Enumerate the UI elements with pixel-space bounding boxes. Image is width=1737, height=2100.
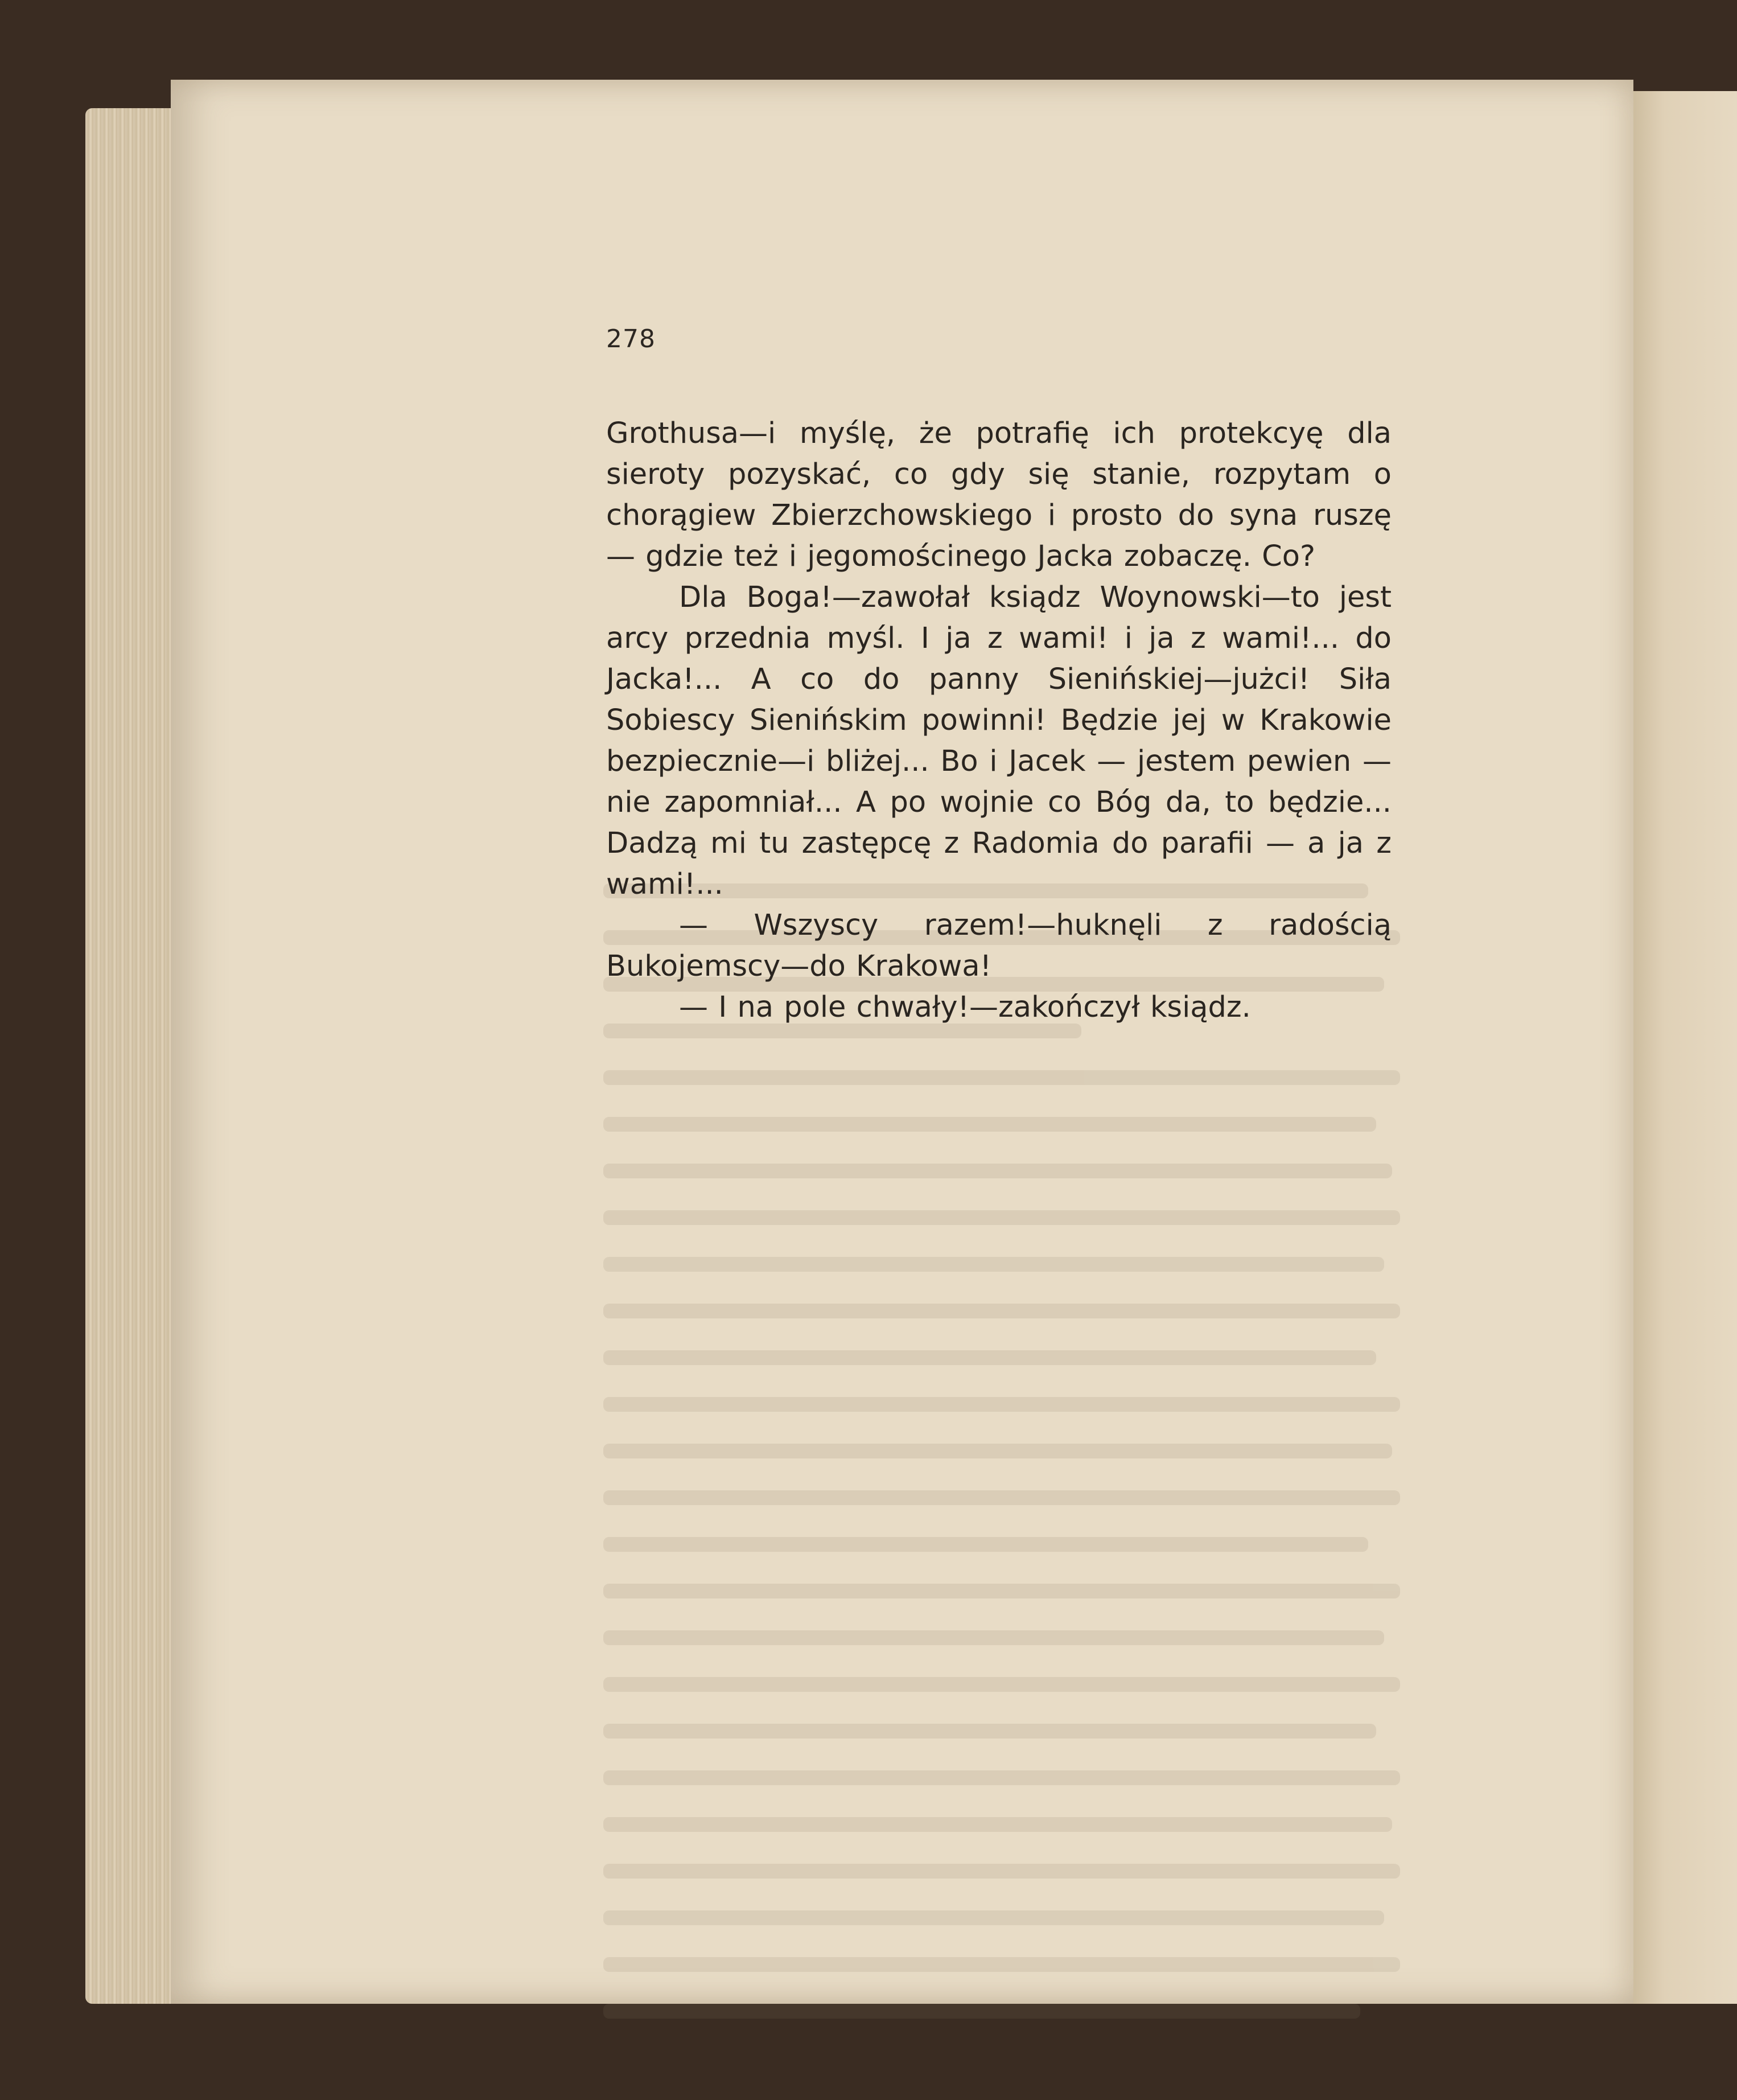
page-stack-edge [85,108,182,2004]
page-text [606,324,1392,1028]
page-number: 278 [606,324,656,354]
facing-page-edge [1633,91,1737,2004]
paragraph: — Wszyscy razem!—huknęli z radością Bukojemscy—do Krakowa! [606,909,1392,983]
show-through-text [603,865,1400,1958]
paragraph: — I na pole chwały!—zakończył ksiądz. [679,991,1251,1024]
paragraph: Dla Boga!—zawołał ksiądz Woynowski—to jest arcy przednia myśl. I ja z wami! i ja z wami!... do Jacka!... A co do panny Sienińskiej—jużci! Siła Sobiescy Sienińskim powinni! Będzie jej w Krakowie bezpiecznie—i bliżej... Bo i Jacek — jestem pewien — nie zapomniał... A po wojnie co Bóg da, to będzie... Dadzą mi tu zastępcę z Radomia do parafii — a ja z wami!... [606,581,1392,901]
paragraph: Grothusa—i myślę, że potrafię ich protekcyę dla sieroty pozyskać, co gdy się stanie, rozpytam o chorągiew Zbierzchowskiego i prosto do syna ruszę — gdzie też i jegomościnego Jacka zobaczę. Co? [606,417,1392,573]
